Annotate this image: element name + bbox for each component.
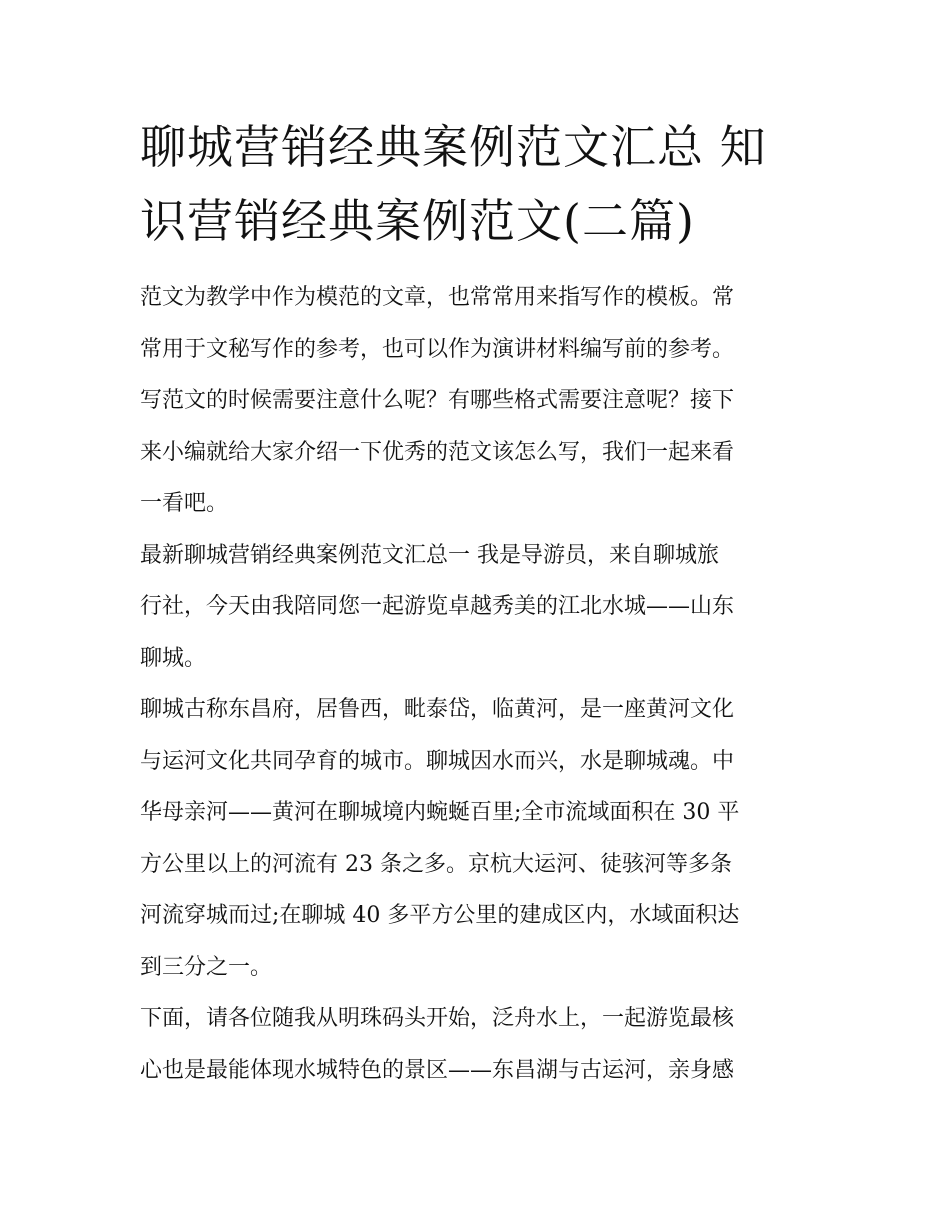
title-line: 识营销经典案例范文(二篇) [140,194,695,248]
text-line: 行社，今天由我陪同您一起游览卓越秀美的江北水城——山东 [140,594,735,619]
text-line: 范文为教学中作为模范的文章，也常常用来指写作的模板。常 [140,285,735,310]
title-line: 聊城营销经典案例范文汇总 知 [140,120,767,174]
text-line: 写范文的时候需要注意什么呢？有哪些格式需要注意呢？接下 [140,388,735,413]
text-line: 下面，请各位随我从明珠码头开始，泛舟水上，一起游览最核 [140,1006,735,1031]
paragraph-tour-start [140,993,812,1096]
text-line: 方公里以上的河流有 23 条之多。京杭大运河、徒骇河等多条 [140,851,732,877]
text-line: 最新聊城营销经典案例范文汇总一 我是导游员，来自聊城旅 [140,542,719,568]
text-line: 心也是最能体现水城特色的景区——东昌湖与古运河，亲身感 [140,1057,735,1083]
paragraph-intro [140,272,812,530]
text-line: 来小编就给大家介绍一下优秀的范文该怎么写，我们一起来看 [140,439,735,465]
paragraph-city-history [140,684,812,993]
text-line: 到三分之一。 [140,954,273,980]
document-title [140,110,812,258]
text-line: 聊城古称东昌府，居鲁西，毗泰岱，临黄河，是一座黄河文化 [140,697,735,722]
text-line: 华母亲河——黄河在聊城境内蜿蜒百里;全市流域面积在 30 平 [140,800,740,825]
text-line: 聊城。 [140,645,207,671]
document-body [140,272,812,1096]
text-line: 与运河文化共同孕育的城市。聊城因水而兴，水是聊城魂。中 [140,748,735,774]
text-line: 河流穿城而过;在聊城 40 多平方公里的建成区内，水域面积达 [140,903,740,928]
paragraph-guide-intro [140,530,812,685]
text-line: 一看吧。 [140,491,229,516]
document-page [140,110,812,1096]
text-line: 常用于文秘写作的参考，也可以作为演讲材料编写前的参考。 [140,336,735,362]
